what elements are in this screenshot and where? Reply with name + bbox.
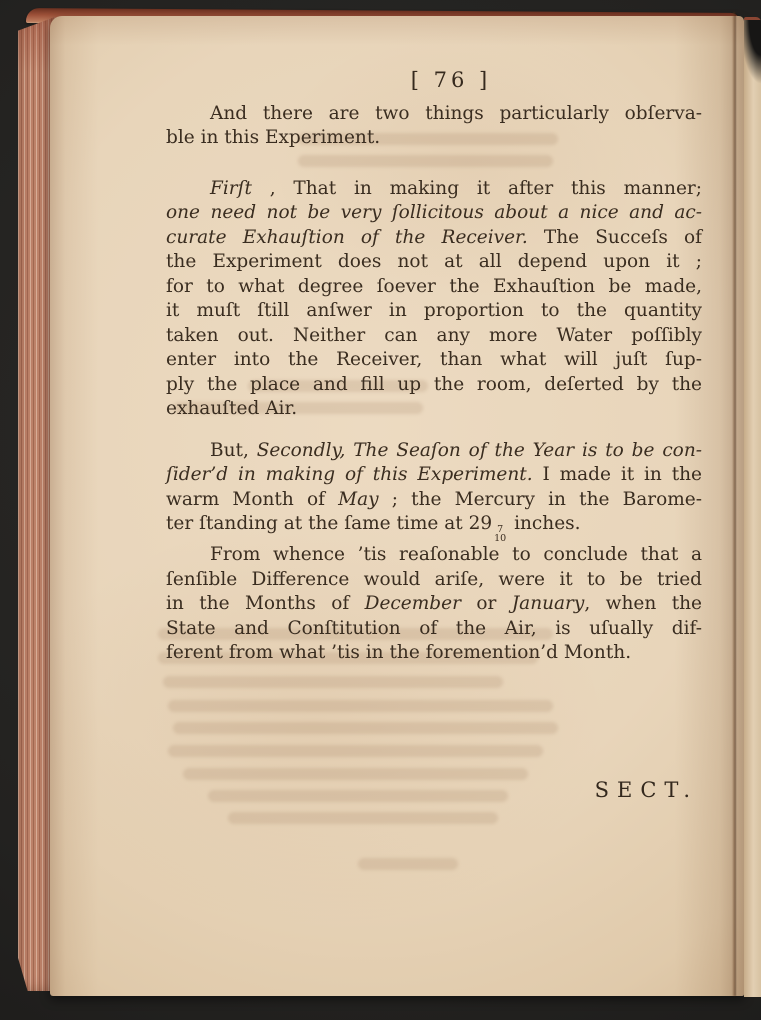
- text-line: curate Exhauſtion of the Receiver. The Succeſs of: [166, 226, 702, 248]
- show-through-line: [183, 768, 528, 780]
- text-line: ble in this Experiment.: [166, 127, 381, 148]
- facing-page-sliver: [744, 17, 761, 997]
- text-block: [166, 68, 702, 666]
- show-through-line: [228, 812, 498, 824]
- text-line: ſider’d in making of this Experiment. I made it in the: [166, 464, 702, 485]
- text-line: warm Month of May ; the Mercury in the Barome-: [166, 488, 702, 510]
- paragraph-first: [166, 177, 702, 422]
- show-through-line: [208, 790, 508, 802]
- paragraph-whence: [166, 543, 702, 666]
- page: [50, 16, 744, 996]
- text-line: taken out. Neither can any more Water poſſibly: [166, 324, 702, 346]
- text-line: Firſt , That in making it after this manner;: [210, 177, 702, 199]
- text-line: ferent from what ’tis in the foremention’d Month.: [166, 642, 632, 663]
- text-line: in the Months of December or January, when the: [166, 593, 702, 614]
- text-line: exhauſted Air.: [166, 398, 298, 419]
- text-line: From whence ’tis reaſonable to conclude that a: [210, 544, 702, 565]
- inline-fraction: 7 10: [494, 524, 507, 544]
- gutter-crease: [732, 12, 736, 996]
- text-line: And there are two things particularly obſerva-: [210, 102, 702, 124]
- text-line: ſenſible Difference would ariſe, were it to be tried: [166, 568, 702, 590]
- text-paragraphs: [166, 102, 702, 666]
- text-line: it muſt ſtill anſwer in proportion to the quantity: [166, 300, 702, 321]
- show-through-line: [168, 700, 553, 712]
- text-line: enter into the Receiver, than what will juſt ſup-: [166, 349, 702, 370]
- text-line: State and Conſtitution of the Air, is uſually dif-: [166, 617, 702, 639]
- show-through-line: [173, 722, 558, 734]
- book-page-photo: [18, 6, 761, 998]
- paragraph-intro: [166, 102, 702, 151]
- catchword: SECT.: [594, 778, 698, 802]
- show-through-line: [168, 745, 543, 757]
- page-number: [ 76 ]: [410, 68, 492, 92]
- text-line: the Experiment does not at all depend upon it ;: [166, 251, 702, 272]
- text-line: for to what degree ſoever the Exhauſtion be made,: [166, 275, 702, 297]
- paragraph-secondly: [166, 439, 702, 544]
- text-line: But, Secondly, The Seaſon of the Year is to be con-: [210, 439, 702, 461]
- text-line: ply the place and fill up the room, deſerted by the: [166, 373, 702, 395]
- show-through-line: [163, 676, 503, 688]
- show-through-line: [358, 858, 458, 870]
- text-line: one need not be very ſollicitous about a nice and ac-: [166, 202, 702, 223]
- text-line: ter ſtanding at the ſame time at 29 7 10 inches.: [166, 513, 581, 544]
